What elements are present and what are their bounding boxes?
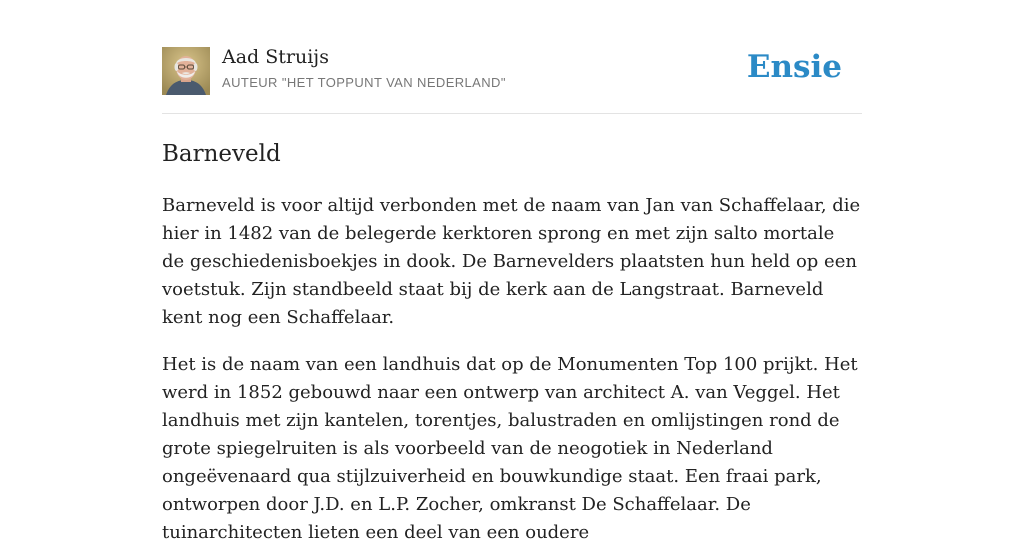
author-name[interactable]: Aad Struijs: [222, 46, 329, 68]
article-paragraph: Barneveld is voor altijd verbonden met de naam van Jan van Schaffelaar, die hier in 1482 van de belegerde kerktoren sprong en met zijn salto mortale de geschiedenisboekjes in dook. De Barnevelders plaatsten hun held op een voetstuk. Zijn standbeeld staat bij de kerk aan de Langstraat. Barneveld kent nog een Schaffelaar.: [162, 195, 861, 328]
author-portrait-icon: [162, 47, 210, 95]
author-role: AUTEUR "HET TOPPUNT VAN NEDERLAND": [222, 75, 506, 90]
author-avatar[interactable]: [162, 47, 210, 95]
header: [162, 0, 862, 114]
content-container: [162, 0, 862, 547]
brand-logo[interactable]: Ensie: [746, 49, 842, 85]
article-paragraph: Het is de naam van een landhuis dat op de Monumenten Top 100 prijkt. Het werd in 1852 gebouwd naar een ontwerp van architect A. van Veggel. Het landhuis met zijn kantelen, torentjes, balustraden en omlijstingen rond de grote spiegelruiten is als voorbeeld van de neogotiek in Nederland ongeëvenaard qua stijlzuiverheid en bouwkundige staat. Een fraai park, ontworpen door J.D. en L.P. Zocher, omkranst De Schaffelaar. De tuinarchitecten lieten een deel van een oudere: [162, 354, 858, 543]
article-title: Barneveld: [162, 141, 281, 167]
